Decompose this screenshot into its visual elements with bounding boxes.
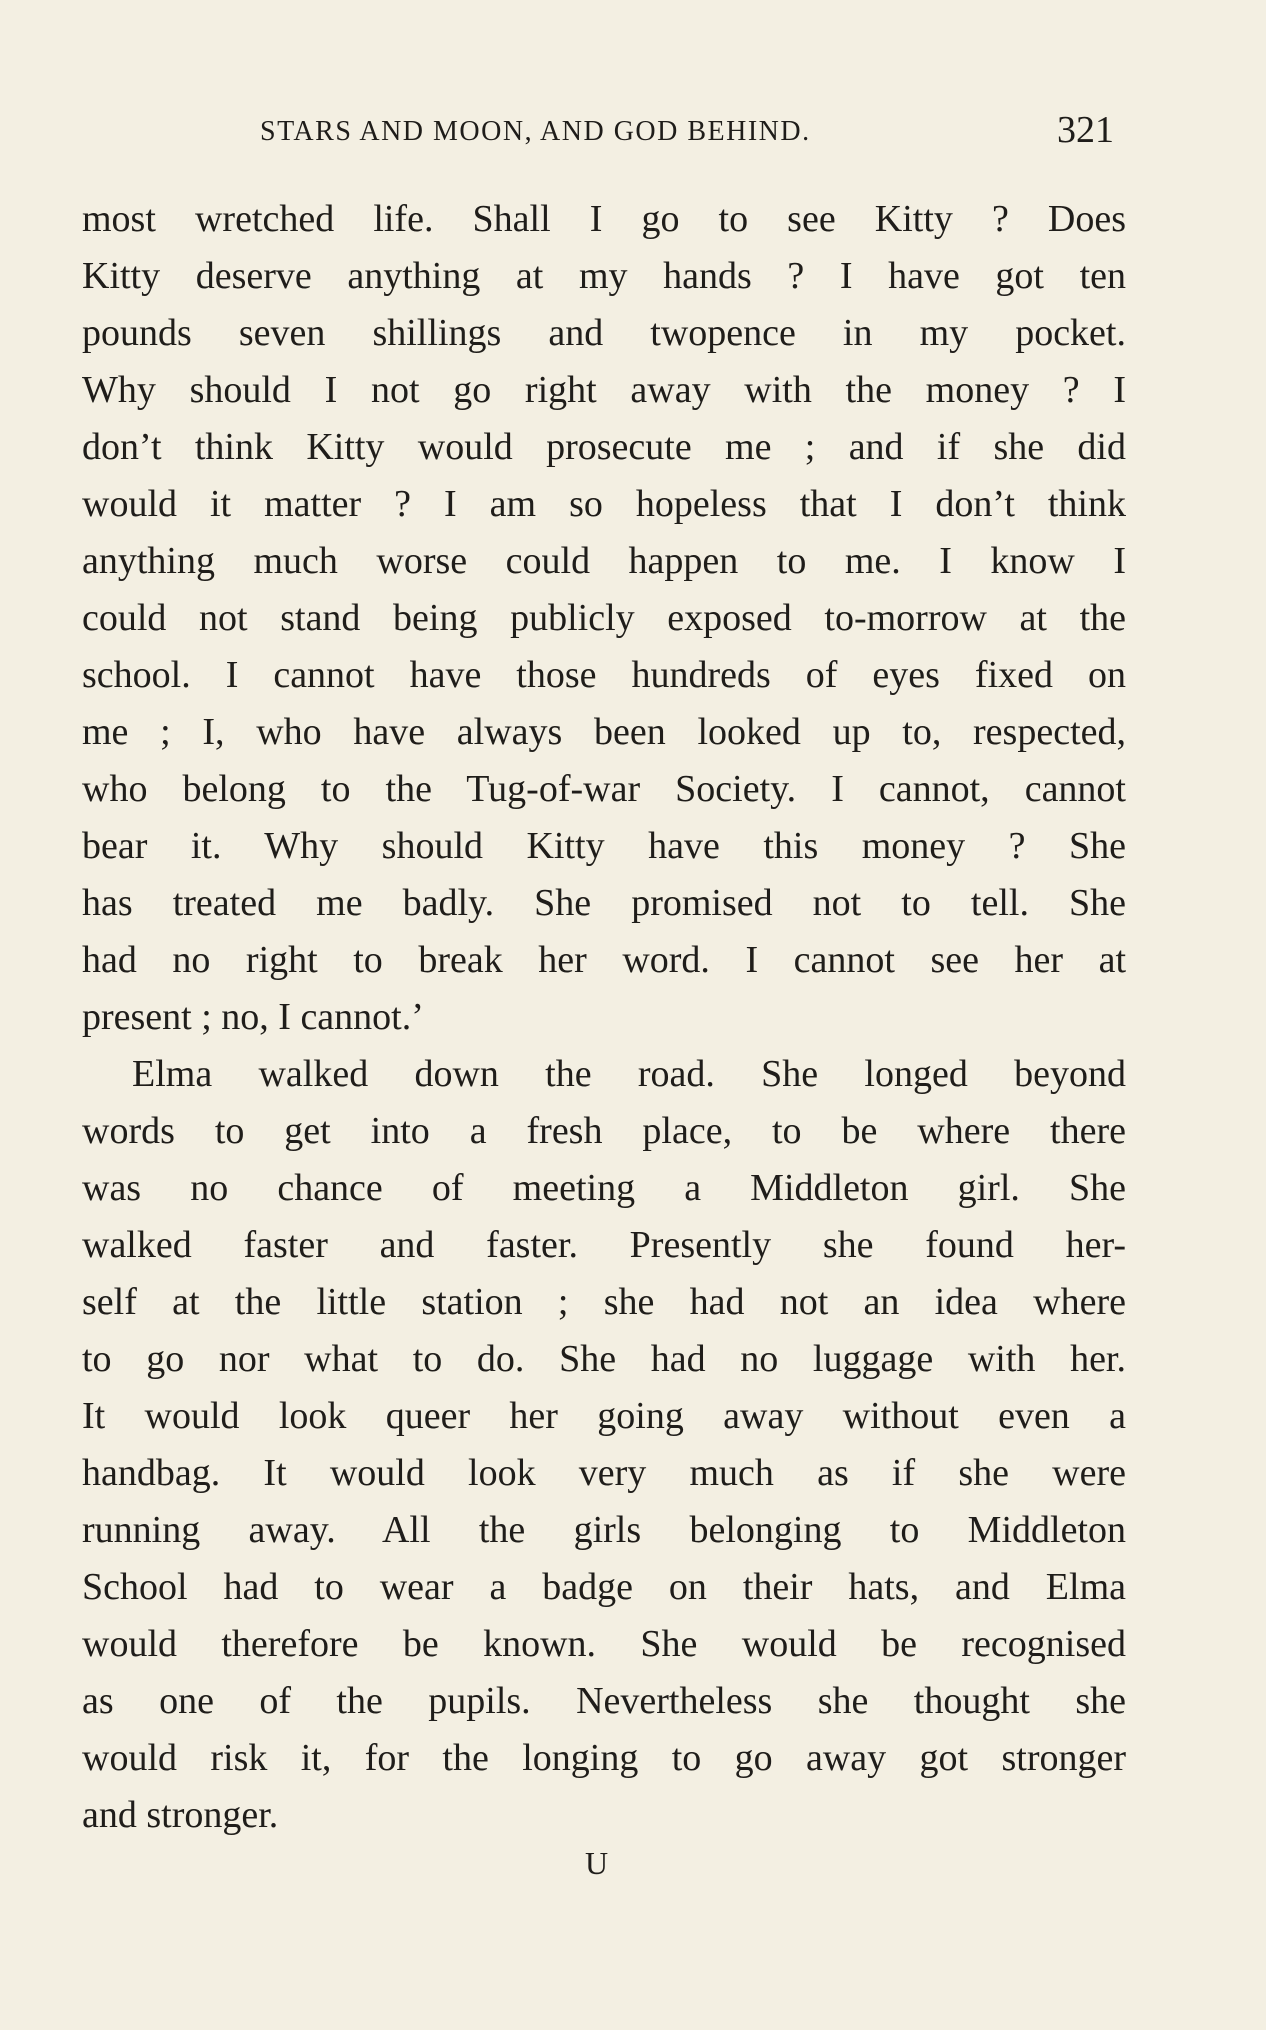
text-line: had no right to break her word. I cannot see her at <box>82 939 1126 981</box>
text-line: Elma walked down the road. She longed beyond <box>132 1053 1126 1095</box>
text-line: would therefore be known. She would be recognised <box>82 1623 1126 1665</box>
text-line: School had to wear a badge on their hats, and Elma <box>82 1566 1126 1608</box>
text-line: It would look queer her going away without even a <box>82 1395 1126 1437</box>
text-line: would risk it, for the longing to go away got stronger <box>82 1737 1126 1779</box>
text-line: don’t think Kitty would prosecute me ; and if she did <box>82 426 1126 468</box>
text-line: present ; no, I cannot.’ <box>82 996 424 1038</box>
text-line: Why should I not go right away with the money ? I <box>82 369 1126 411</box>
text-line: pounds seven shillings and twopence in my pocket. <box>82 312 1126 354</box>
text-line: has treated me badly. She promised not to tell. She <box>82 882 1126 924</box>
text-line: anything much worse could happen to me. I know I <box>82 540 1126 582</box>
text-line: bear it. Why should Kitty have this money ? She <box>82 825 1126 867</box>
signature-mark: U <box>585 1845 609 1881</box>
text-line: and stronger. <box>82 1794 279 1836</box>
text-line: me ; I, who have always been looked up to, respected, <box>82 711 1126 753</box>
text-line: handbag. It would look very much as if she were <box>82 1452 1126 1494</box>
text-line: to go nor what to do. She had no luggage with her. <box>82 1338 1126 1380</box>
text-line: self at the little station ; she had not an idea where <box>82 1281 1126 1323</box>
text-line: could not stand being publicly exposed to-morrow at the <box>82 597 1126 639</box>
running-header: STARS AND MOON, AND GOD BEHIND. <box>260 116 811 147</box>
body-text <box>82 191 1126 1844</box>
text-line: school. I cannot have those hundreds of eyes fixed on <box>82 654 1126 696</box>
text-line: most wretched life. Shall I go to see Kitty ? Does <box>82 198 1126 240</box>
text-line: as one of the pupils. Nevertheless she thought she <box>82 1680 1126 1722</box>
text-line: was no chance of meeting a Middleton girl. She <box>82 1167 1126 1209</box>
text-line: walked faster and faster. Presently she found her- <box>82 1224 1126 1266</box>
text-line: Kitty deserve anything at my hands ? I have got ten <box>82 255 1126 297</box>
text-line: would it matter ? I am so hopeless that I don’t think <box>82 483 1126 525</box>
text-line: words to get into a fresh place, to be where there <box>82 1110 1126 1152</box>
text-line: who belong to the Tug-of-war Society. I cannot, cannot <box>82 768 1126 810</box>
text-line: running away. All the girls belonging to Middleton <box>82 1509 1126 1551</box>
page-number: 321 <box>1057 109 1114 151</box>
